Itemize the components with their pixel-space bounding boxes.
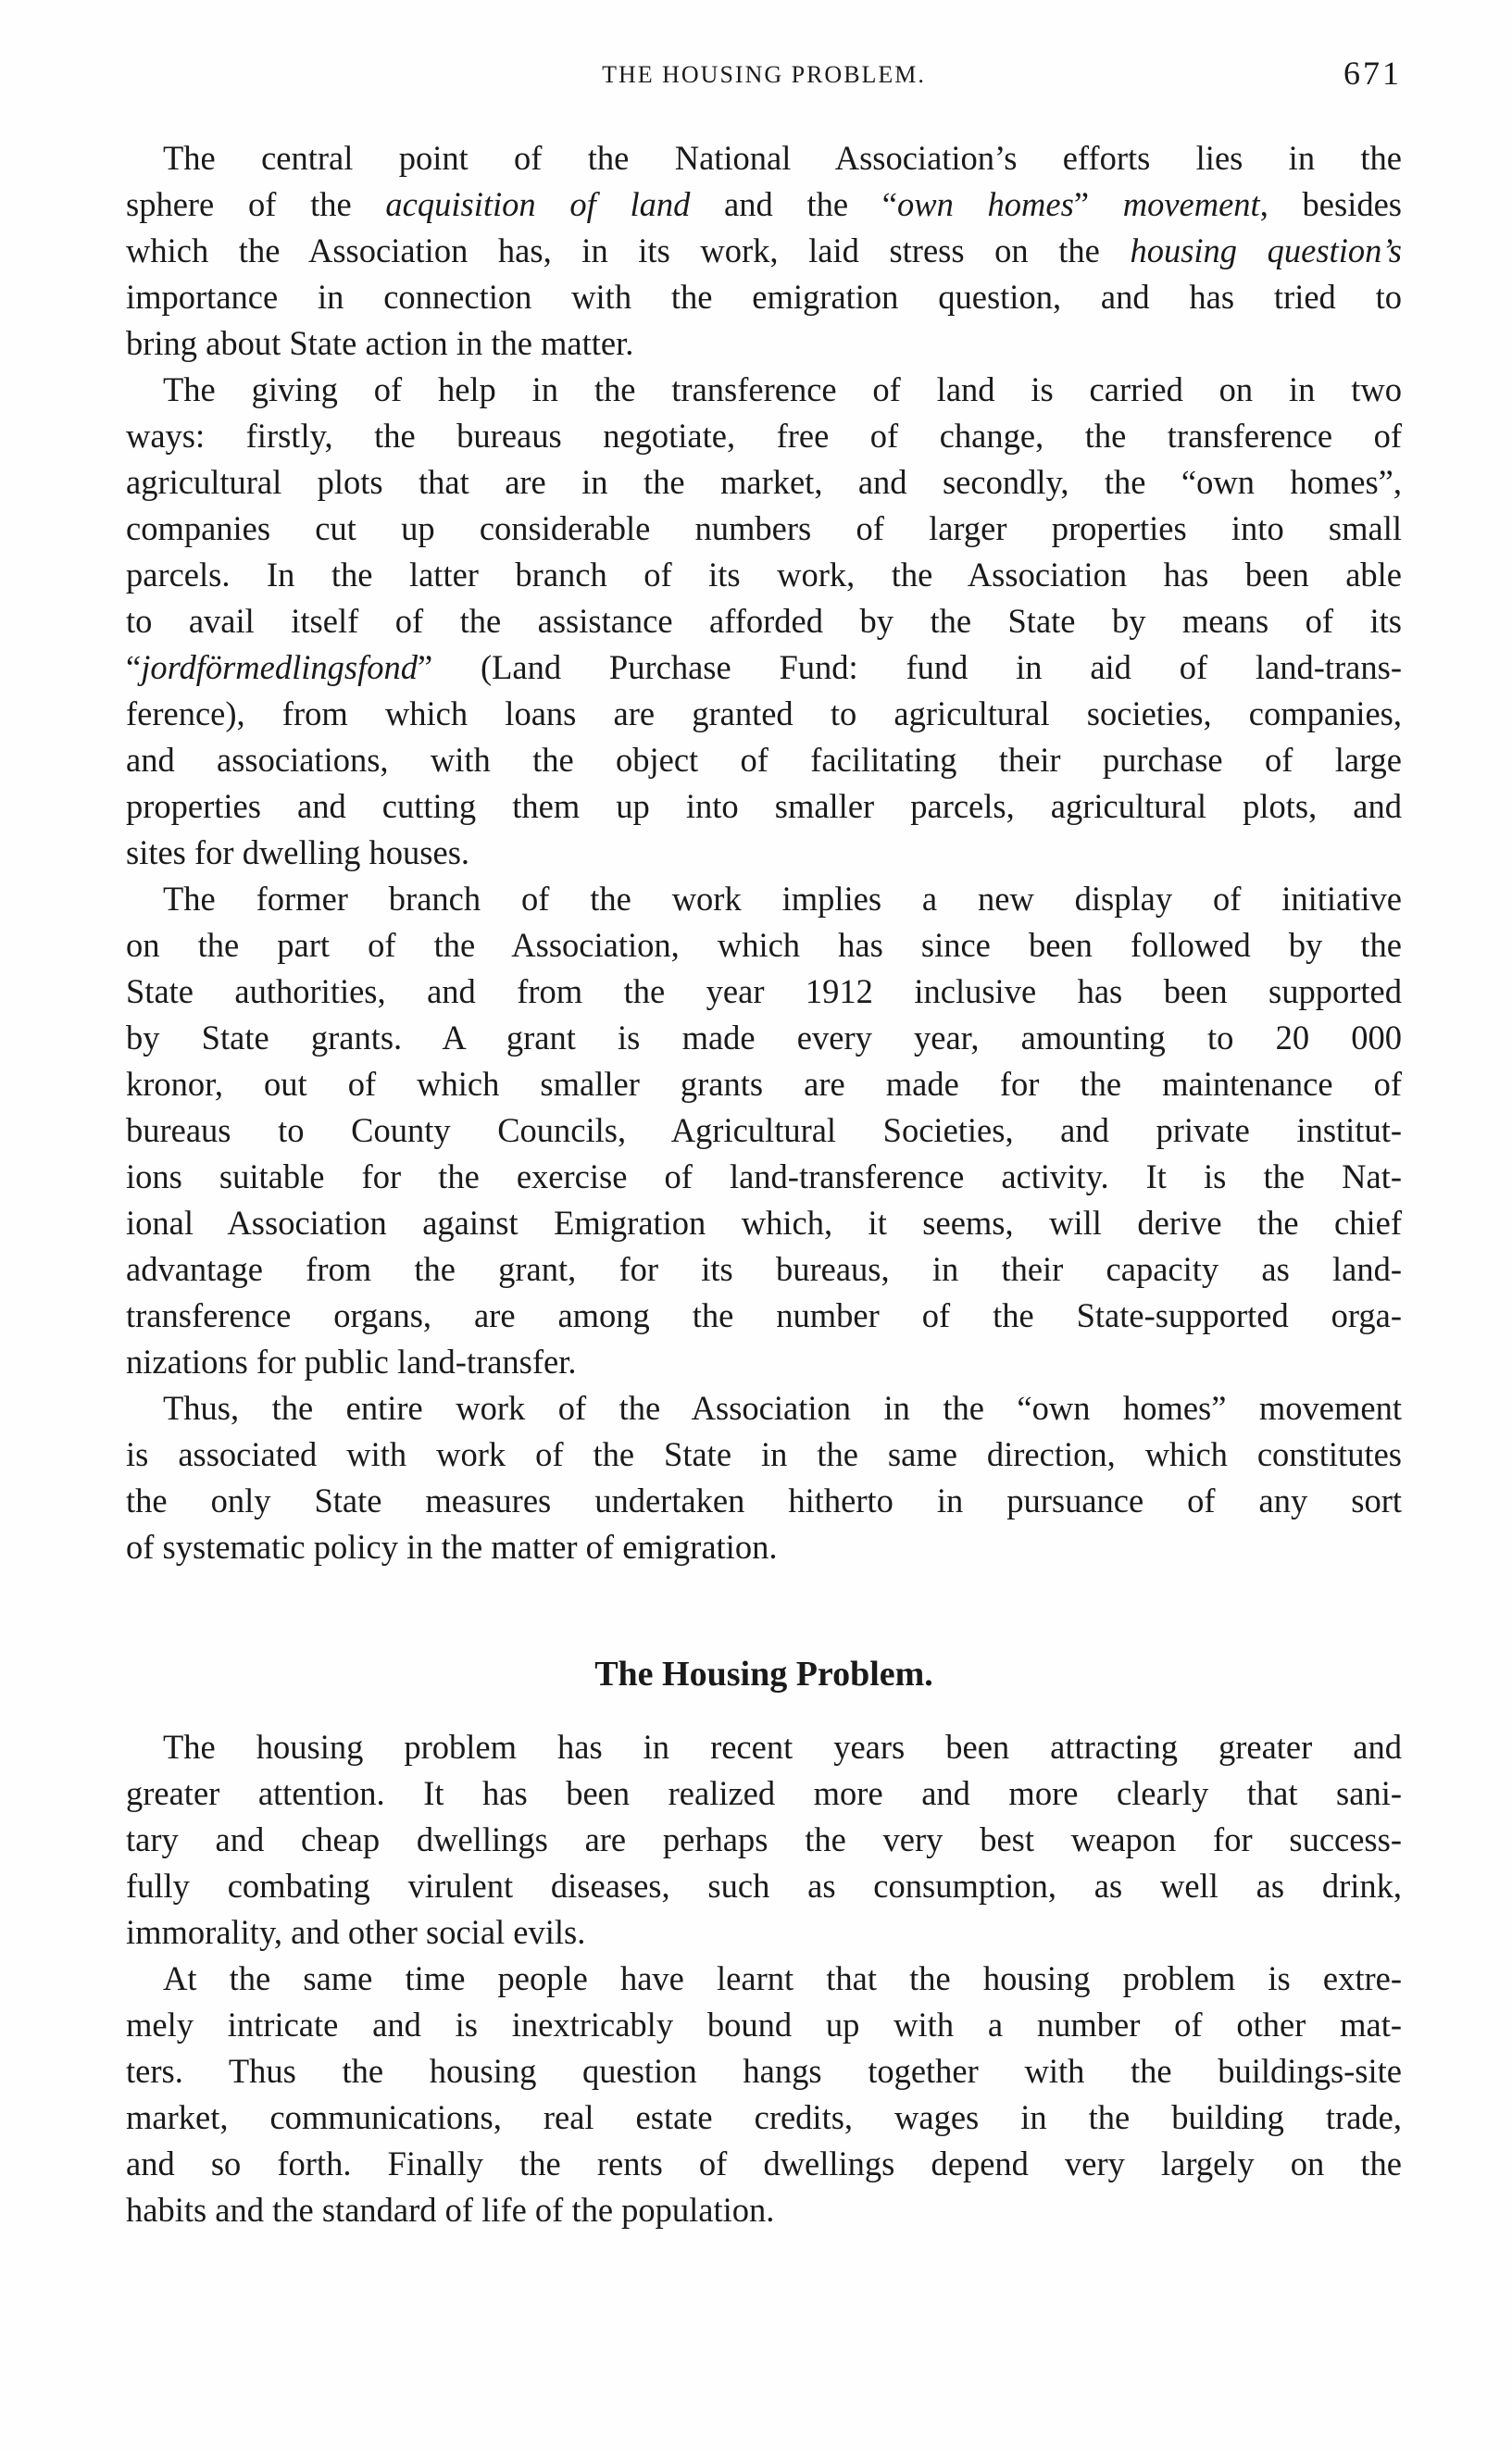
paragraph: [126, 876, 1402, 1385]
text-line: to avail itself of the assistance afforded by the State by means of its: [126, 602, 1402, 640]
running-title: THE HOUSING PROBLEM.: [602, 61, 926, 88]
text-line: importance in connection with the emigration question, and has tried to: [126, 278, 1402, 316]
text-line: is associated with work of the State in the same direction, which constitutes: [126, 1435, 1402, 1473]
text-line: bring about State action in the matter.: [126, 324, 634, 362]
text-line: companies cut up considerable numbers of larger properties into small: [126, 509, 1402, 547]
text-line: of systematic policy in the matter of emigration.: [126, 1528, 778, 1566]
text-line: The central point of the National Association’s efforts lies in the: [163, 139, 1402, 177]
text-line: properties and cutting them up into smaller parcels, agricultural plots, and: [126, 787, 1402, 825]
text-line: which the Association has, in its work, laid stress on the housing question’s: [126, 231, 1402, 269]
text-line: kronor, out of which smaller grants are made for the maintenance of: [126, 1065, 1402, 1103]
text-line: fully combating virulent diseases, such as consumption, as well as drink,: [126, 1867, 1402, 1905]
text-line: The housing problem has in recent years been attracting greater and: [163, 1728, 1402, 1766]
text-line: bureaus to County Councils, Agricultural Societies, and private institut-: [126, 1111, 1402, 1149]
paragraph: [126, 1956, 1402, 2233]
text-line: ference), from which loans are granted to agricultural societies, companies,: [126, 694, 1402, 732]
text-line: ions suitable for the exercise of land-transference activity. It is the Nat-: [126, 1157, 1402, 1195]
text-line: Thus, the entire work of the Association in the “own homes” movement: [163, 1389, 1402, 1427]
text-line: mely intricate and is inextricably bound up with a number of other mat-: [126, 2006, 1402, 2044]
paragraph: [126, 135, 1402, 367]
italic-phrase: housing question’s: [1130, 231, 1402, 269]
text-line: ways: firstly, the bureaus negotiate, free of change, the transference of: [126, 417, 1402, 455]
section-paragraphs: [126, 1724, 1402, 2233]
paragraph: [126, 367, 1402, 876]
text-line: and so forth. Finally the rents of dwellings depend very largely on the: [126, 2145, 1402, 2182]
italic-phrase: acquisition of land: [385, 185, 691, 223]
text-line: and associations, with the object of facilitating their purchase of large: [126, 741, 1402, 779]
paragraph: [126, 1385, 1402, 1570]
text-line: ters. Thus the housing question hangs together with the buildings-site: [126, 2052, 1402, 2090]
page-body: [126, 135, 1402, 2233]
text-line: The former branch of the work implies a new display of initiative: [163, 880, 1402, 918]
pre-section-paragraphs: [126, 135, 1402, 1570]
text-line: sites for dwelling houses.: [126, 833, 470, 871]
page-number: 671: [1343, 55, 1402, 92]
italic-phrase: jordförmedlingsfond: [141, 648, 418, 686]
text-line: immorality, and other social evils.: [126, 1913, 586, 1951]
text-line: State authorities, and from the year 1912 inclusive has been supported: [126, 972, 1402, 1010]
text-line: tary and cheap dwellings are perhaps the very best weapon for success-: [126, 1820, 1402, 1858]
section-heading: The Housing Problem.: [594, 1655, 933, 1694]
text-line: by State grants. A grant is made every year, amounting to 20 000: [126, 1019, 1402, 1057]
text-line: sphere of the acquisition of land and the “own homes” movement, besides: [126, 185, 1402, 223]
text-line: market, communications, real estate credits, wages in the building trade,: [126, 2098, 1402, 2136]
text-line: transference organs, are among the number of the State-supported orga-: [126, 1296, 1402, 1334]
text-line: greater attention. It has been realized more and more clearly that sani-: [126, 1774, 1402, 1812]
running-header: [126, 54, 1402, 94]
text-line: the only State measures undertaken hitherto in pursuance of any sort: [126, 1482, 1402, 1519]
italic-phrase: own homes: [896, 185, 1074, 223]
paragraph: [126, 1724, 1402, 1956]
text-line: “jordförmedlingsfond” (Land Purchase Fund: fund in aid of land-trans-: [126, 648, 1402, 686]
text-line: habits and the standard of life of the population.: [126, 2191, 775, 2229]
italic-phrase: movement: [1122, 185, 1260, 223]
text-line: The giving of help in the transference of land is carried on in two: [163, 370, 1402, 408]
text-line: nizations for public land-transfer.: [126, 1343, 577, 1381]
text-line: on the part of the Association, which has since been followed by the: [126, 926, 1402, 964]
text-line: ional Association against Emigration which, it seems, will derive the chief: [126, 1204, 1402, 1242]
text-line: parcels. In the latter branch of its work, the Association has been able: [126, 556, 1402, 594]
text-line: At the same time people have learnt that the housing problem is extre-: [163, 1959, 1402, 1997]
text-line: agricultural plots that are in the market, and secondly, the “own homes”,: [126, 463, 1402, 501]
text-line: advantage from the grant, for its bureaus, in their capacity as land-: [126, 1250, 1402, 1288]
